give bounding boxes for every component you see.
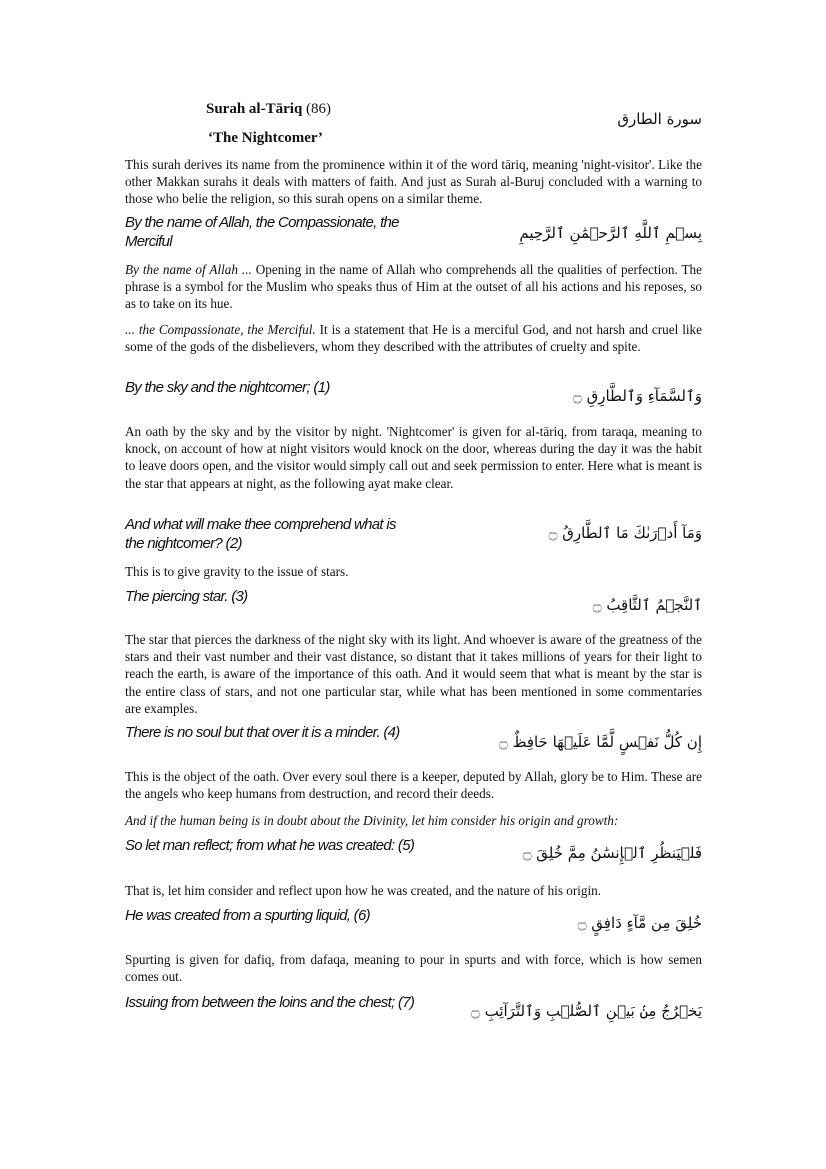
verse-2-arabic: وَمَآ أَدۡرَىٰكَ مَا ٱلطَّارِقُ ۝ [548,524,702,542]
verse-6-commentary: Spurting is given for dafiq, from dafaqa, meaning to pour in spurts and with force, which is how semen comes out. [125,952,702,985]
surah-subtitle: ‘The Nightcomer’ [208,130,323,146]
verse-3-arabic: ٱلنَّجۡمُ ٱلثَّاقِبُ ۝ [592,596,702,614]
verse-4-commentary: This is the object of the oath. Over every soul there is a keeper, deputed by Allah, glory be to Him. These are the angels who keep humans from destruction, and record their deeds. [125,769,702,802]
verse-1-translation: By the sky and the nightcomer; (1) [125,379,330,396]
verse-5-commentary: That is, let him consider and reflect upon how he was created, and the nature of his origin. [125,883,602,898]
commentary-text: Opening in the name of Allah who comprehends all the qualities of perfection. The phrase is a symbol for the Muslim who speaks thus of Him at the outset of all his actions and his reposes, so as to take on its hue. [125,262,702,312]
verse-4-translation: There is no soul but that over it is a minder. (4) [125,724,400,741]
commentary-text: It is a statement that He is a merciful God, and not harsh and cruel like some of the gods of the disbelievers, whom they described with the attributes of cruelty and spite. [125,322,702,355]
arabic-surah-title: سورة الطارق [617,110,702,128]
title-number: (86) [306,101,332,117]
verse-4-arabic: إِن كُلُّ نَفۡسٍ لَّمَّا عَلَيۡهَا حَافِظٌ ۝ [499,733,702,751]
title-prefix: Surah al- [206,101,266,117]
verse-3-commentary: The star that pierces the darkness of the night sky with its light. And whoever is aware of the greatness of the stars and their vast number and their vast distance, so distant that it takes millions of years for their light to reach the earth, is aware of the importance of this oath. And it would seem that what is meant by the star is the entire class of stars, and not one particular star, while what has been mentioned in some commentaries are examples. [125,632,702,716]
commentary-lead: By the name of Allah ... [125,262,252,277]
intro-paragraph: This surah derives its name from the prominence within it of the word tāriq, meaning 'night-visitor'. Like the other Makkan surahs it deals with matters of faith. And just as Surah al-Buruj concluded with a warning to those who belie the religion, so this surah opens on a similar theme. [125,157,702,207]
verse-5-arabic: فَلۡيَنظُرِ ٱلۡإِنسَٰنُ مِمَّ خُلِقَ ۝ [522,844,702,862]
verse-3-translation: The piercing star. (3) [125,588,248,605]
bismillah-commentary-2 [125,321,702,355]
commentary-lead: ... the Compassionate, the Merciful. [125,322,316,337]
verse-1-commentary: An oath by the sky and by the visitor by night. 'Nightcomer' is given for al-tāriq, from taraqa, meaning to knock, on account of how at night visitors would knock on the door, whereas during the day it was the habit to leave doors open, and the visitor would simply call out and seek permission to enter. Here what is meant is the star that appears at night, as the following ayat make clear. [125,424,702,491]
verse-6-arabic: خُلِقَ مِن مَّآءٍ دَافِقٍ ۝ [577,914,702,932]
verse-7-translation: Issuing from between the loins and the chest; (7) [125,994,415,1011]
verse-2-commentary: This is to give gravity to the issue of stars. [125,564,349,579]
verse-4-commentary-2: And if the human being is in doubt about the Divinity, let him consider his origin and growth: [125,813,619,828]
verse-5-translation: So let man reflect; from what he was created: (5) [125,837,415,854]
verse-6-translation: He was created from a spurting liquid, (6) [125,907,370,924]
bismillah-translation: By the name of Allah, the Compassionate, the Merciful [125,214,399,250]
bismillah-arabic: بِسۡمِ ٱللَّهِ ٱلرَّحۡمَٰنِ ٱلرَّحِيمِ [519,224,702,242]
verse-2-translation: And what will make thee comprehend what is the nightcomer? (2) [125,516,396,552]
title-name: Tāriq [265,101,303,117]
verse-1-arabic: وَٱلسَّمَآءِ وَٱلطَّارِقِ ۝ [573,387,702,405]
bismillah-commentary-1 [125,261,702,313]
verse-7-arabic: يَخۡرُجُ مِنۢ بَيۡنِ ٱلصُّلۡبِ وَٱلتَّرَآئِبِ ۝ [471,1002,702,1020]
surah-title [206,101,331,118]
